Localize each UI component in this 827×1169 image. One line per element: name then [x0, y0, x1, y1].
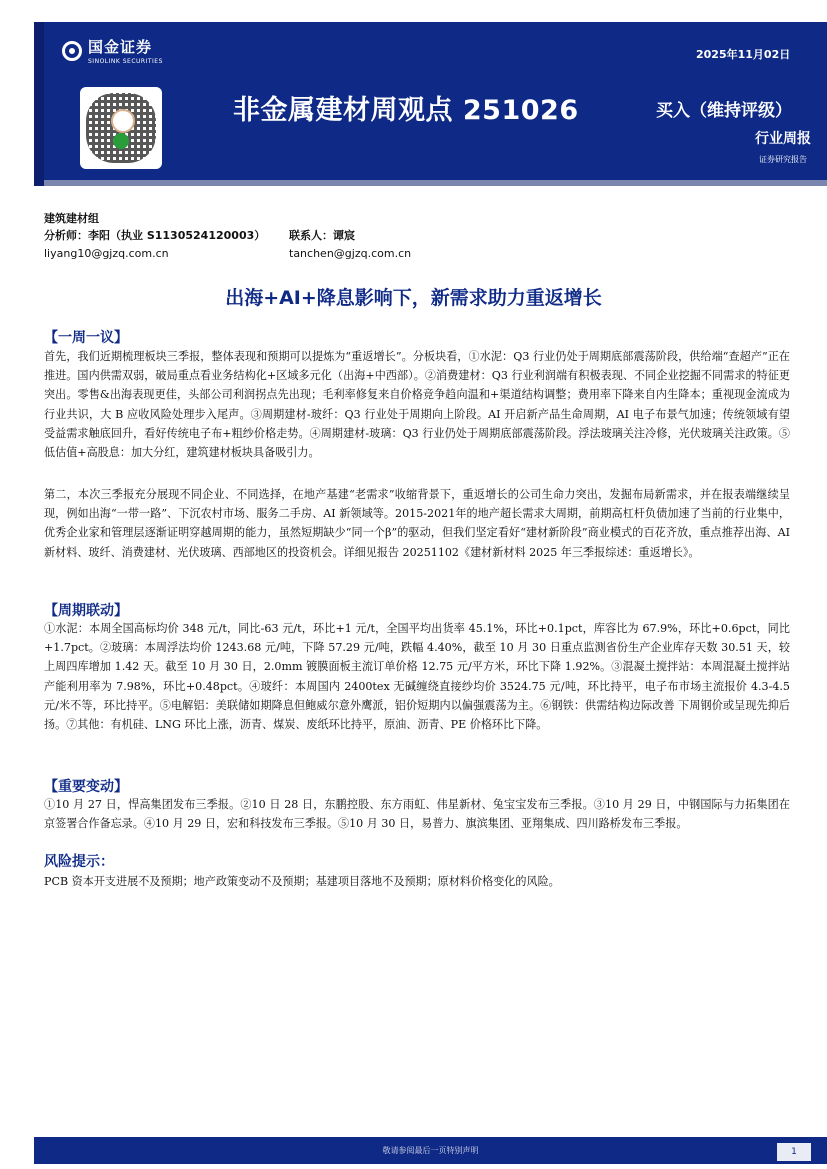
- report-title: 非金属建材周观点 251026: [233, 95, 579, 126]
- paragraph-weekly-2: 第二，本次三季报充分展现不同企业、不同选择，在地产基建“老需求”收缩背景下，重返增长的公司生命力突出，发掘布局新需求，并在报表端继续呈现，例如出海“一带一路”、下沉农村市场、服务二手房、AI 新领域等。2015-2021年的地产超长需求大周期，前期高杠杆负债加速了当前的行业集中，优秀企业家和管理层逐渐证明穿越周期的能力，虽然短期缺少“同一个β”的驱动，但我们坚定看好“建材新阶段”商业模式的百花齐放，重点推荐出海、AI 新材料、玻纤、消费建材、光伏玻璃、西部地区的投资机会。详细见报告 20251102《建材新材料 2025 年三季报综述：重返增长》。: [44, 488, 790, 559]
- logo-icon: [62, 41, 82, 61]
- footer-bar: [34, 1137, 827, 1164]
- email-line: [44, 247, 412, 260]
- footer-disclaimer: 敬请参阅最后一页特别声明: [382, 1146, 479, 1155]
- analyst-name: 分析师：李阳（执业 S1130524120003）: [44, 229, 266, 242]
- report-date: 2025年11月02日: [696, 48, 791, 61]
- headline: 出海+AI+降息影响下，新需求助力重返增长: [225, 287, 602, 309]
- investment-rating: 买入（维持评级）: [656, 101, 792, 121]
- banner-bottom-strip: [44, 180, 827, 186]
- banner-left-strip: [34, 22, 44, 186]
- paragraph-risk: PCB 资本开支进展不及预期；地产政策变动不及预期；基建项目落地不及预期；原材料价格变化的风险。: [44, 875, 560, 888]
- research-group: 建筑建材组: [44, 212, 99, 225]
- section-title-weekly: 【一周一议】: [44, 330, 128, 346]
- logo-text-cn: 国金证券: [88, 38, 153, 56]
- section-title-changes: 【重要变动】: [44, 779, 128, 795]
- paragraph-cycle: ①水泥：本周全国高标均价 348 元/t，同比-63 元/t，环比+1 元/t，全国平均出货率 45.1%，环比+0.1pct，库容比为 67.9%，环比+0.6pct，同比+1.7pct。②玻璃：本周浮法均价 1243.68 元/吨，下降 57.29 元/吨，跌幅 4.40%，截至 10 月 30 日重点监测省份生产企业库存天数 30.51 天，较上周四库增加 1.42 天。截至 10 月 30 日，2.0mm 镀膜面板主流订单价格 12.75 元/平方米，环比下降 1.92%。③混凝土搅拌站：本周混凝土搅拌站产能利用率为 7.98%，环比+0.48pct。④玻纤：本周国内 2400tex 无碱缠绕直接纱均价 3524.75 元/吨，环比持平，电子布市场主流报价 4.3-4.5 元/米不等，环比持平。⑤电解铝：美联储如期降息但鲍威尔意外鹰派，铝价短期内以偏强震荡为主。⑥钢铁：供需结构边际改善 下周钢价或呈现先抑后扬。⑦其他：有机硅、LNG 环比上涨，沥青、煤炭、废纸环比持平，原油、沥青、PE 价格环比下降。: [44, 622, 790, 732]
- company-logo: [62, 36, 163, 65]
- qr-code-icon: [80, 87, 162, 169]
- report-type: 行业周报: [755, 131, 811, 147]
- section-title-cycle: 【周期联动】: [44, 603, 128, 619]
- analyst-line: [44, 227, 355, 243]
- qr-center-seal-icon: [111, 109, 135, 133]
- paragraph-changes: ①10 月 27 日，悍高集团发布三季报。②10 日 28 日，东鹏控股、东方雨虹、伟星新材、兔宝宝发布三季报。③10 月 29 日，中钢国际与力拓集团在京签署合作备忘录。④10 月 29 日，宏和科技发布三季报。⑤10 月 30 日，易普力、旗滨集团、亚翔集成、四川路桥发布三季报。: [44, 798, 790, 831]
- contact-name: 联系人：谭宸: [289, 229, 355, 242]
- logo-text-en: SINOLINK SECURITIES: [88, 58, 163, 65]
- analyst-email: liyang10@gjzq.com.cn: [44, 247, 169, 260]
- section-title-risk: 风险提示：: [44, 854, 114, 870]
- page-number: 1: [777, 1143, 811, 1161]
- report-subtype: 证券研究报告: [759, 155, 807, 164]
- qr-badge-icon: [113, 133, 129, 149]
- contact-email: tanchen@gjzq.com.cn: [289, 247, 412, 260]
- paragraph-weekly-1: 首先，我们近期梳理板块三季报，整体表现和预期可以提炼为“重返增长”。分板块看，①水泥：Q3 行业仍处于周期底部震荡阶段，供给端“查超产”正在推进。国内供需双弱，破局重点看业务结构化+区域多元化（出海+中西部）。②消费建材：Q3 行业利润端有积极表现、不同企业挖掘不同需求的特征更突出。零售&出海表现更佳，头部公司利润拐点先出现；毛利率修复来自价格竞争趋向温和+渠道结构调整；费用率下降来自内生降本；重视现金流成为行业共识，大 B 应收风险处理步入尾声。③周期建材-玻纤：Q3 行业处于周期向上阶段。AI 开启新产品生命周期，AI 电子布景气加速；传统领域有望受益需求触底回升，看好传统电子布+粗纱价格走势。④周期建材-玻璃：Q3 行业仍处于周期底部震荡阶段。浮法玻璃关注冷修，光伏玻璃关注政策。⑤低估值+高股息：加大分红，建筑建材板块具备吸引力。: [44, 350, 790, 460]
